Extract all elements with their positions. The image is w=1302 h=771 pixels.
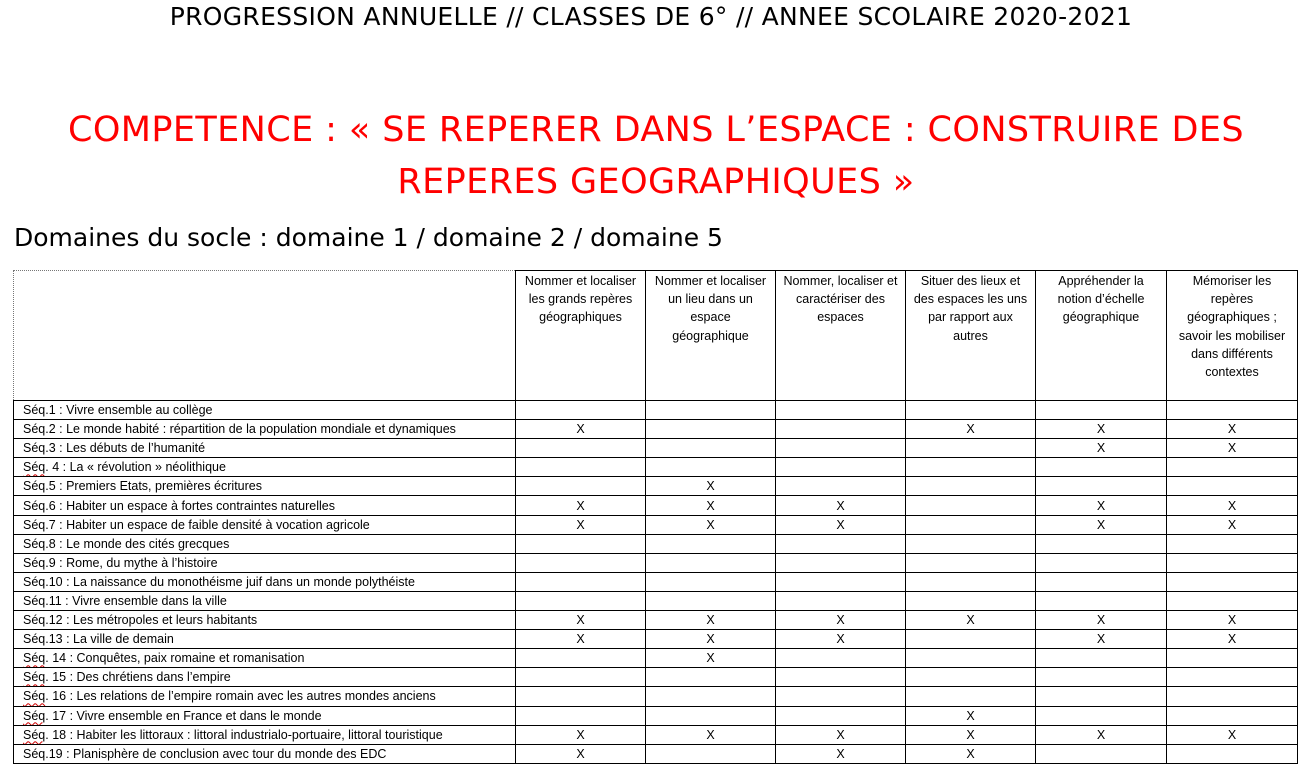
competence-mark-cell [646,744,776,763]
table-row [14,515,1298,534]
table-row [14,439,1298,458]
competence-mark-cell [906,458,1036,477]
competence-mark-cell [516,649,646,668]
sequence-title: .11 : Vivre ensemble dans la ville [45,593,227,608]
table-row [14,401,1298,420]
competence-mark-cell [1167,477,1298,496]
competence-mark-cell: X [1036,611,1167,630]
competence-mark-cell [1167,553,1298,572]
competence-mark-cell [776,477,906,496]
competence-mark-cell: X [1167,439,1298,458]
table-row [14,706,1298,725]
sequence-title-cell [14,534,516,553]
competence-mark-cell [776,649,906,668]
competence-mark-cell: X [776,725,906,744]
competence-mark-cell [1036,572,1167,591]
sequence-prefix: Séq [23,555,46,570]
competence-mark-cell: X [776,611,906,630]
competence-mark-cell [646,458,776,477]
competence-mark-cell [906,649,1036,668]
competence-mark-cell [1036,591,1167,610]
column-header: Mémoriser les repères géographiques ; savoir les mobiliser dans différents contextes [1167,271,1298,401]
competence-mark-cell [646,534,776,553]
sequence-title-cell [14,401,516,420]
competence-mark-cell [1036,668,1167,687]
sequence-title-cell [14,591,516,610]
table-body [14,401,1298,764]
competence-mark-cell [1167,458,1298,477]
column-header: Appréhender la notion d’échelle géographique [1036,271,1167,401]
competence-mark-cell: X [1167,725,1298,744]
competence-mark-cell: X [1036,630,1167,649]
sequence-title-cell [14,515,516,534]
competence-mark-cell: X [1167,630,1298,649]
competence-mark-cell [776,687,906,706]
sequence-prefix: Séq [23,479,46,494]
competence-mark-cell: X [516,744,646,763]
table-row [14,458,1298,477]
competence-mark-cell: X [516,515,646,534]
competence-mark-cell: X [646,630,776,649]
competence-mark-cell [646,687,776,706]
sequence-title: .6 : Habiter un espace à fortes contraintes naturelles [45,498,335,513]
table-row [14,649,1298,668]
table-row [14,572,1298,591]
sequence-prefix: Séq [23,574,46,589]
competence-mark-cell: X [776,630,906,649]
competence-mark-cell [516,458,646,477]
competence-mark-cell: X [516,496,646,515]
table-row [14,553,1298,572]
sequence-title-cell [14,649,516,668]
competence-mark-cell: X [906,420,1036,439]
sequence-title-cell [14,725,516,744]
sequence-prefix: Séq [23,746,46,761]
sequence-title: .12 : Les métropoles et leurs habitants [45,613,258,628]
competence-mark-cell: X [1036,725,1167,744]
competence-mark-cell [906,630,1036,649]
sequence-title: .5 : Premiers Etats, premières écritures [45,479,262,494]
sequence-title-cell [14,744,516,763]
sequence-title: . 17 : Vivre ensemble en France et dans le monde [45,708,322,723]
sequence-title: . 4 : La « révolution » néolithique [45,460,226,475]
sequence-prefix: Séq [23,460,46,475]
competence-mark-cell [1167,706,1298,725]
progression-table [13,270,1298,764]
competence-mark-cell [776,534,906,553]
sequence-title-cell [14,477,516,496]
competence-mark-cell [906,496,1036,515]
competence-mark-cell [1167,687,1298,706]
competence-mark-cell [1036,744,1167,763]
column-header: Nommer et localiser un lieu dans un espace géographique [646,271,776,401]
competence-mark-cell [906,572,1036,591]
sequence-title-cell [14,420,516,439]
sequence-title: .8 : Le monde des cités grecques [45,536,230,551]
competence-mark-cell [1036,553,1167,572]
competence-mark-cell: X [646,477,776,496]
sequence-prefix: Séq [23,727,46,742]
sequence-title: .19 : Planisphère de conclusion avec tour du monde des EDC [45,746,387,761]
competence-mark-cell: X [1036,496,1167,515]
competence-mark-cell [776,591,906,610]
competence-mark-cell [906,534,1036,553]
competence-mark-cell [1036,687,1167,706]
sequence-prefix: Séq [23,422,46,437]
competence-mark-cell: X [1167,515,1298,534]
competence-mark-cell [906,668,1036,687]
table-row [14,477,1298,496]
competence-mark-cell [516,687,646,706]
sequence-prefix: Séq [23,670,46,685]
competence-mark-cell [1036,458,1167,477]
competence-mark-cell [646,572,776,591]
sequence-title: . 18 : Habiter les littoraux : littoral industrialo-portuaire, littoral touristique [45,727,443,742]
competence-mark-cell [646,591,776,610]
table-row [14,611,1298,630]
header-row [14,271,1298,401]
competence-heading: COMPETENCE : « SE REPERER DANS L’ESPACE : CONSTRUIRE DES REPERES GEOGRAPHIQUES » [67,110,1244,202]
competence-mark-cell [1167,534,1298,553]
competence-mark-cell: X [1036,515,1167,534]
competence-mark-cell: X [516,420,646,439]
competence-mark-cell [906,439,1036,458]
competence-mark-cell: X [516,611,646,630]
competence-mark-cell: X [516,630,646,649]
sequence-prefix: Séq [23,403,46,418]
sequence-title-cell [14,687,516,706]
competence-mark-cell [516,591,646,610]
competence-mark-cell: X [906,611,1036,630]
sequence-title: .2 : Le monde habité : répartition de la population mondiale et dynamiques [45,422,456,437]
competence-mark-cell: X [776,744,906,763]
sequence-prefix: Séq [23,517,46,532]
competence-mark-cell [906,515,1036,534]
sequence-title-cell [14,630,516,649]
table-row [14,725,1298,744]
table-row [14,496,1298,515]
column-header: Situer des lieux et des espaces les uns par rapport aux autres [906,271,1036,401]
sequence-title-cell [14,439,516,458]
competence-mark-cell [516,401,646,420]
sequence-prefix: Séq [23,441,46,456]
sequence-title: . 15 : Des chrétiens dans l’empire [45,670,231,685]
sequence-title-cell [14,496,516,515]
competence-mark-cell [646,553,776,572]
competence-mark-cell: X [906,725,1036,744]
sequence-title-cell [14,572,516,591]
competence-mark-cell [1167,591,1298,610]
competence-mark-cell [1036,534,1167,553]
competence-mark-cell [1167,744,1298,763]
competence-mark-cell: X [516,725,646,744]
sequence-title-cell [14,553,516,572]
competence-mark-cell [516,477,646,496]
sequence-title: .7 : Habiter un espace de faible densité à vocation agricole [45,517,370,532]
competence-mark-cell [646,706,776,725]
sequence-prefix: Séq [23,632,46,647]
competence-mark-cell: X [646,496,776,515]
competence-mark-cell [906,591,1036,610]
sequence-prefix: Séq [23,689,46,704]
table-row [14,534,1298,553]
sequence-prefix: Séq [23,708,46,723]
competence-mark-cell [776,706,906,725]
sequence-title: .10 : La naissance du monothéisme juif dans un monde polythéiste [45,574,415,589]
competence-mark-cell: X [776,496,906,515]
competence-mark-cell: X [906,706,1036,725]
sequence-title: . 14 : Conquêtes, paix romaine et romanisation [45,651,305,666]
table-row [14,420,1298,439]
table-row [14,744,1298,763]
competence-mark-cell: X [646,611,776,630]
sequence-title-cell [14,458,516,477]
domaines-heading: Domaines du socle : domaine 1 / domaine 2 / domaine 5 [14,223,723,252]
sequence-title-cell [14,706,516,725]
competence-mark-cell [1167,668,1298,687]
table-row [14,630,1298,649]
competence-mark-cell: X [1036,420,1167,439]
column-header: Nommer et localiser les grands repères géographiques [516,271,646,401]
page-title: PROGRESSION ANNUELLE // CLASSES DE 6° // ANNEE SCOLAIRE 2020-2021 [169,2,1133,31]
competence-mark-cell [1036,706,1167,725]
competence-mark-cell: X [1167,420,1298,439]
competence-mark-cell [516,439,646,458]
competence-mark-cell [516,572,646,591]
competence-mark-cell [906,401,1036,420]
competence-mark-cell: X [646,649,776,668]
sequence-prefix: Séq [23,498,46,513]
competence-mark-cell [906,687,1036,706]
competence-mark-cell [646,401,776,420]
competence-mark-cell: X [1167,611,1298,630]
competence-mark-cell [776,553,906,572]
competence-mark-cell [776,439,906,458]
competence-mark-cell [516,553,646,572]
competence-mark-cell [776,401,906,420]
competence-mark-cell [1036,649,1167,668]
competence-mark-cell [516,668,646,687]
competence-mark-cell [1036,401,1167,420]
competence-mark-cell: X [1167,496,1298,515]
competence-mark-cell [776,572,906,591]
sequence-title-cell [14,611,516,630]
sequence-prefix: Séq [23,651,46,666]
competence-mark-cell [906,477,1036,496]
table-row [14,687,1298,706]
competence-mark-cell [646,439,776,458]
sequence-prefix: Séq [23,536,46,551]
table-row [14,668,1298,687]
competence-mark-cell: X [1036,439,1167,458]
competence-mark-cell [516,534,646,553]
sequence-title: .1 : Vivre ensemble au collège [45,403,213,418]
sequence-prefix: Séq [23,613,46,628]
competence-mark-cell [1167,649,1298,668]
competence-mark-cell [776,668,906,687]
competence-mark-cell: X [776,515,906,534]
competence-mark-cell [646,420,776,439]
competence-mark-cell: X [906,744,1036,763]
competence-mark-cell [646,668,776,687]
corner-cell [14,271,516,401]
sequence-title-cell [14,668,516,687]
competence-mark-cell [776,420,906,439]
sequence-title: .3 : Les débuts de l’humanité [45,441,206,456]
sequence-title: .13 : La ville de demain [45,632,174,647]
competence-mark-cell [516,706,646,725]
competence-mark-cell: X [646,515,776,534]
sequence-prefix: Séq [23,593,46,608]
column-header: Nommer, localiser et caractériser des espaces [776,271,906,401]
competence-mark-cell: X [646,725,776,744]
sequence-title: .9 : Rome, du mythe à l’histoire [45,555,218,570]
competence-mark-cell [1036,477,1167,496]
competence-mark-cell [1167,572,1298,591]
table-row [14,591,1298,610]
competence-mark-cell [1167,401,1298,420]
sequence-title: . 16 : Les relations de l’empire romain avec les autres mondes anciens [45,689,436,704]
competence-mark-cell [776,458,906,477]
competence-mark-cell [906,553,1036,572]
